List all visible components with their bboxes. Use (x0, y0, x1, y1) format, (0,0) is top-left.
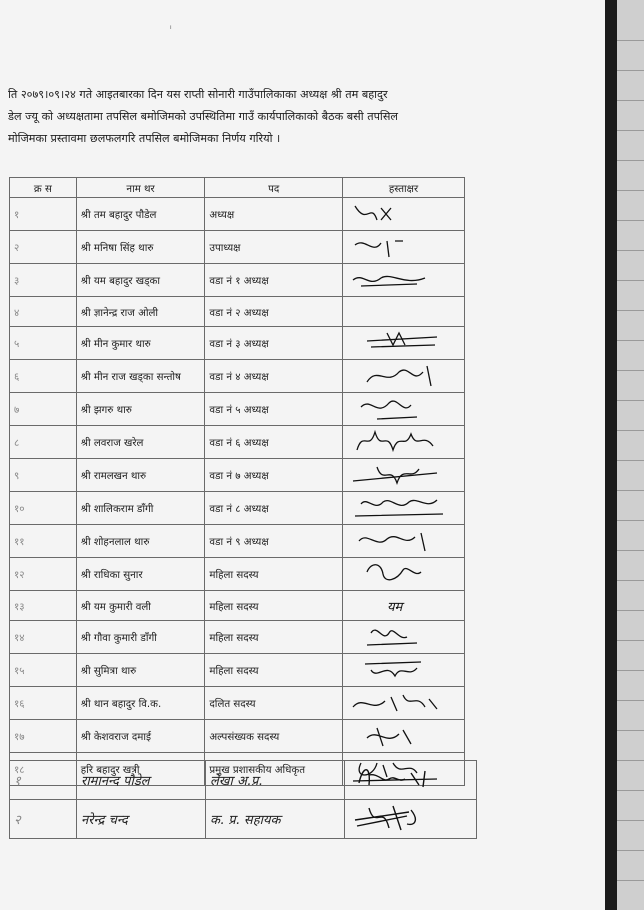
signature-stroke (365, 662, 421, 676)
table-row (10, 297, 465, 327)
signature-cell (342, 393, 464, 426)
table-row (10, 492, 465, 525)
table-row (10, 231, 465, 264)
signature-cell (342, 360, 464, 393)
serial-cell: १२ (10, 558, 77, 591)
post-cell: प्रमुख प्रशासकीय अधिकृत (205, 753, 343, 786)
post-cell: उपाध्यक्ष (205, 231, 343, 264)
table-row (10, 761, 477, 800)
name-cell: श्री यम बहादुर खड्का (76, 264, 205, 297)
ruled-line (617, 220, 644, 221)
handwritten-signature (347, 393, 457, 422)
serial-cell: १५ (10, 654, 77, 687)
ruled-line (617, 40, 644, 41)
handwritten-signature (347, 231, 457, 260)
serial-cell: १० (10, 492, 77, 525)
handwritten-signature: यम (386, 599, 403, 615)
table-row (10, 264, 465, 297)
handwritten-signature (347, 621, 457, 650)
name-cell: श्री केशवराज दमाई (76, 720, 205, 753)
signature-stroke (353, 467, 437, 483)
signature-stroke (355, 206, 391, 220)
ruled-line (617, 730, 644, 731)
table-row (10, 800, 477, 839)
ruled-line (617, 250, 644, 251)
signature-cell (342, 459, 464, 492)
serial-cell: १७ (10, 720, 77, 753)
signature-stroke (355, 500, 443, 516)
signature-cell (342, 558, 464, 591)
serial-cell: १८ (10, 753, 77, 786)
ruled-line (617, 100, 644, 101)
intro-line: ति २०७९।०९।२४ गते आइतबारका दिन यस राप्ती सोनारी गाउँपालिकाका अध्यक्ष श्री तम बहादुर (8, 88, 388, 101)
post-cell: महिला सदस्य (205, 591, 343, 621)
handwritten-signature (349, 800, 459, 834)
serial-cell: ५ (10, 327, 77, 360)
signature-cell (342, 231, 464, 264)
signature-stroke (353, 695, 437, 711)
attendance-table (9, 177, 465, 786)
serial-cell: २ (10, 231, 77, 264)
name-cell: श्री शालिकराम डाँगी (76, 492, 205, 525)
post-cell: महिला सदस्य (205, 621, 343, 654)
serial-cell: ७ (10, 393, 77, 426)
serial-cell: ११ (10, 525, 77, 558)
signature-cell (342, 264, 464, 297)
ruled-line (617, 160, 644, 161)
name-cell: श्री मीन राज खड्का सन्तोष (76, 360, 205, 393)
post-cell: वडा नं ७ अध्यक्ष (205, 459, 343, 492)
handwritten-signature (347, 327, 457, 356)
serial-cell: ३ (10, 264, 77, 297)
table-row (10, 720, 465, 753)
signature-cell (342, 591, 464, 621)
name-cell: श्री तम बहादुर पौडेल (76, 198, 205, 231)
signature-stroke (367, 630, 417, 645)
signature-cell (342, 621, 464, 654)
handwritten-signature (347, 426, 457, 455)
table-row (10, 198, 465, 231)
table-row (10, 621, 465, 654)
table-row (10, 591, 465, 621)
ruled-line (617, 580, 644, 581)
handwritten-signature (347, 360, 457, 389)
post-cell: अध्यक्ष (205, 198, 343, 231)
ruled-line (617, 760, 644, 761)
name-cell: श्री शोहनलाल थारु (76, 525, 205, 558)
post-cell: वडा नं २ अध्यक्ष (205, 297, 343, 327)
table-row (10, 654, 465, 687)
ruled-line (617, 880, 644, 881)
signature-cell (345, 800, 477, 839)
signature-cell (342, 525, 464, 558)
serial-cell: ९ (10, 459, 77, 492)
intro-line: डेल ज्यू को अध्यक्षतामा तपसिल बमोजिमको उपस्थितिमा गाउँ कार्यपालिकाको बैठक बसी तपसिल (8, 110, 398, 123)
post-cell: अल्पसंख्यक सदस्य (205, 720, 343, 753)
ruled-line (617, 820, 644, 821)
handwritten-signature (347, 654, 457, 683)
ruled-line (617, 550, 644, 551)
signature-cell (342, 198, 464, 231)
ruled-line (617, 610, 644, 611)
table-row (10, 360, 465, 393)
serial-cell: १ (10, 761, 77, 800)
post-cell: वडा नं ४ अध्यक्ष (205, 360, 343, 393)
post-cell: वडा नं ६ अध्यक्ष (205, 426, 343, 459)
signature-cell (342, 687, 464, 720)
ruled-line (617, 370, 644, 371)
serial-cell: ४ (10, 297, 77, 327)
handwritten-signature (347, 198, 457, 227)
signature-stroke (361, 401, 417, 419)
serial-cell: ८ (10, 426, 77, 459)
handwritten-signature (347, 525, 457, 554)
table-row (10, 459, 465, 492)
ruled-line (617, 430, 644, 431)
header-signature: हस्ताक्षर (342, 178, 464, 198)
table-row (10, 558, 465, 591)
signature-stroke (367, 728, 411, 746)
post-cell: महिला सदस्य (205, 558, 343, 591)
header-serial: क्र स (10, 178, 77, 198)
page-mark: ᵢ (170, 22, 172, 32)
signature-cell (342, 426, 464, 459)
post-cell: दलित सदस्य (205, 687, 343, 720)
name-cell: श्री थान बहादुर वि.क. (76, 687, 205, 720)
signature-stroke (353, 276, 425, 286)
handwritten-signature (347, 264, 457, 293)
ruled-line (617, 400, 644, 401)
post-cell: वडा नं ८ अध्यक्ष (205, 492, 343, 525)
header-name: नाम थर (76, 178, 205, 198)
post-cell: महिला सदस्य (205, 654, 343, 687)
signature-stroke (367, 565, 421, 580)
ruled-line (617, 280, 644, 281)
ruled-line (617, 640, 644, 641)
table-row (10, 687, 465, 720)
name-cell: श्री मीन कुमार थारु (76, 327, 205, 360)
back-page-edge (617, 0, 644, 910)
signature-cell (345, 761, 477, 800)
serial-cell: २ (10, 800, 77, 839)
name-cell: श्री झगरु थारु (76, 393, 205, 426)
post-cell: वडा नं ५ अध्यक्ष (205, 393, 343, 426)
handwritten-signature (347, 558, 457, 587)
ruled-line (617, 340, 644, 341)
signature-stroke (357, 432, 433, 450)
ruled-line (617, 490, 644, 491)
signature-stroke (359, 533, 425, 551)
serial-cell: ६ (10, 360, 77, 393)
table-header-row (10, 178, 465, 198)
table-row (10, 525, 465, 558)
binding-shadow (605, 0, 617, 910)
signature-cell (342, 654, 464, 687)
table-row (10, 327, 465, 360)
handwritten-post: लेखा अ.प्र. (206, 761, 345, 800)
name-cell: श्री मनिषा सिंह थारु (76, 231, 205, 264)
ruled-line (617, 850, 644, 851)
handwritten-signature (347, 720, 457, 749)
table-row (10, 426, 465, 459)
signature-cell (342, 297, 464, 327)
signature-stroke (367, 366, 431, 386)
name-cell: हरि बहादुर खत्री (76, 753, 205, 786)
signature-stroke (355, 241, 403, 257)
header-post: पद (205, 178, 343, 198)
handwritten-signature (347, 492, 457, 521)
intro-paragraph (8, 84, 503, 150)
signature-cell (342, 327, 464, 360)
post-cell: वडा नं ९ अध्यक्ष (205, 525, 343, 558)
serial-cell: १४ (10, 621, 77, 654)
ruled-line (617, 670, 644, 671)
name-cell: श्री रामलखन थारु (76, 459, 205, 492)
name-cell: श्री ज्ञानेन्द्र राज ओली (76, 297, 205, 327)
intro-line: मोजिमका प्रस्तावमा छलफलगरि तपसिल बमोजिमका निर्णय गरियो । (8, 132, 281, 145)
signature-stroke (367, 333, 437, 347)
handwritten-signature (349, 761, 459, 795)
ruled-line (617, 460, 644, 461)
ruled-line (617, 190, 644, 191)
post-cell: वडा नं १ अध्यक्ष (205, 264, 343, 297)
post-cell: वडा नं ३ अध्यक्ष (205, 327, 343, 360)
table-row (10, 393, 465, 426)
name-cell: श्री गौवा कुमारी डाँगी (76, 621, 205, 654)
ruled-line (617, 130, 644, 131)
handwritten-name: रामानन्द पौडेल (77, 761, 206, 800)
ruled-line (617, 790, 644, 791)
handwritten-signature (347, 459, 457, 488)
name-cell: श्री लवराज खरेल (76, 426, 205, 459)
handwritten-post: क. प्र. सहायक (206, 800, 345, 839)
ruled-line (617, 310, 644, 311)
name-cell: श्री सुमित्रा थारु (76, 654, 205, 687)
additional-attendees-table (9, 760, 477, 839)
serial-cell: १३ (10, 591, 77, 621)
name-cell: श्री राधिका सुनार (76, 558, 205, 591)
ruled-line (617, 700, 644, 701)
serial-cell: १६ (10, 687, 77, 720)
signature-cell (342, 720, 464, 753)
ruled-line (617, 520, 644, 521)
serial-cell: १ (10, 198, 77, 231)
handwritten-signature (347, 687, 457, 716)
ruled-line (617, 70, 644, 71)
name-cell: श्री यम कुमारी वली (76, 591, 205, 621)
handwritten-name: नरेन्द्र चन्द (77, 800, 206, 839)
signature-cell (342, 492, 464, 525)
